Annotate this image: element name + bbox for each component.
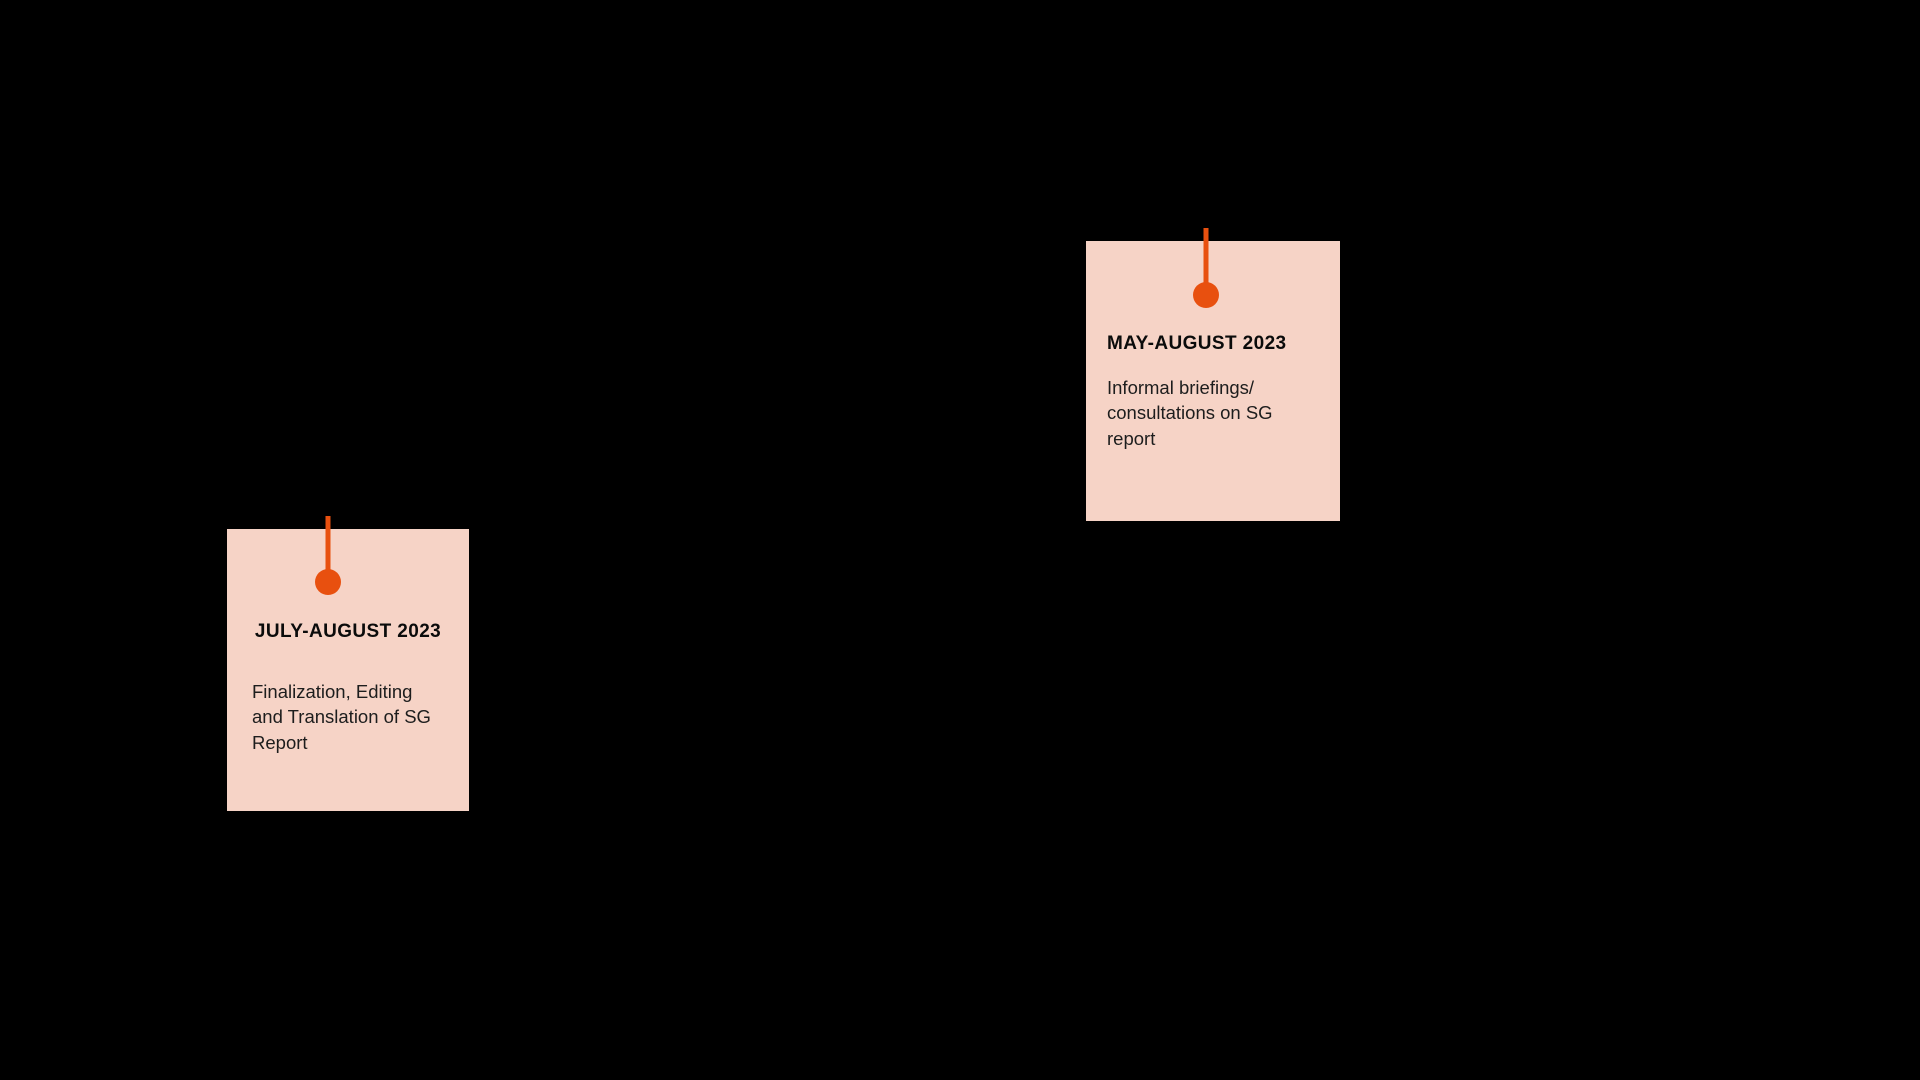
milestone-card-july-august-2023[interactable] xyxy=(227,529,469,811)
milestone-card-may-august-2023[interactable] xyxy=(1086,241,1340,521)
timeline-dot-icon xyxy=(1193,282,1219,308)
milestone-title: JULY-AUGUST 2023 xyxy=(254,621,442,642)
milestone-description: Informal briefings/ consultations on SG report xyxy=(1107,377,1273,449)
milestone-description: Finalization, Editing and Translation of SG Report xyxy=(252,681,431,753)
timeline-dot-icon xyxy=(315,569,341,595)
milestone-title: MAY-AUGUST 2023 xyxy=(1107,333,1287,354)
